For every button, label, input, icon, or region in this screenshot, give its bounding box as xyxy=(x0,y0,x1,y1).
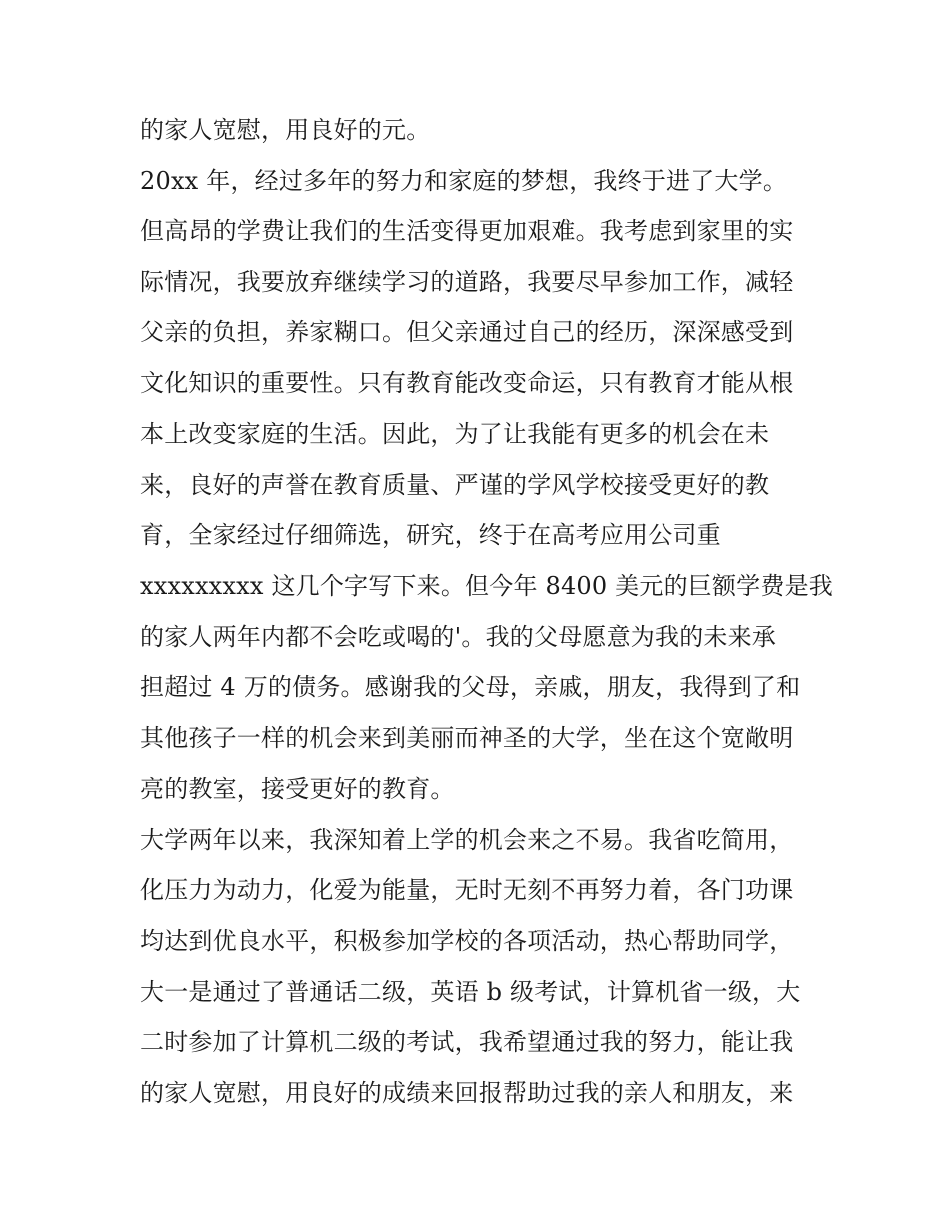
text-line: 但高昂的学费让我们的生活变得更加艰难。我考虑到家里的实 xyxy=(140,217,794,245)
text-line: 的家人宽慰，用良好的元。 xyxy=(140,116,431,144)
text-line: 二时参加了计算机二级的考试，我希望通过我的努力，能让我 xyxy=(140,1028,794,1056)
text-line: 化压力为动力，化爱为能量，无时无刻不再努力着，各门功课 xyxy=(140,876,794,904)
text-line: 大学两年以来，我深知着上学的机会来之不易。我省吃简用， xyxy=(140,826,794,854)
text-line: 亮的教室，接受更好的教育。 xyxy=(140,775,455,803)
text-line: 20xx 年，经过多年的努力和家庭的梦想，我终于进了大学。 xyxy=(140,167,788,195)
text-line: 的家人宽慰，用良好的成绩来回报帮助过我的亲人和朋友，来 xyxy=(140,1079,794,1107)
text-line: 其他孩子一样的机会来到美丽而神圣的大学，坐在这个宽敞明 xyxy=(140,724,794,752)
text-line: 本上改变家庭的生活。因此，为了让我能有更多的机会在未 xyxy=(140,420,770,448)
text-line: 际情况，我要放弃继续学习的道路，我要尽早参加工作，减轻 xyxy=(140,268,794,296)
text-line: 来，良好的声誉在教育质量、严谨的学风学校接受更好的教 xyxy=(140,471,770,499)
text-line: xxxxxxxxx 这几个字写下来。但今年 8400 美元的巨额学费是我 xyxy=(140,572,833,600)
text-line: 父亲的负担，养家糊口。但父亲通过自己的经历，深深感受到 xyxy=(140,318,794,346)
text-line: 文化知识的重要性。只有教育能改变命运，只有教育才能从根 xyxy=(140,369,794,397)
text-line: 大一是通过了普通话二级，英语 b 级考试，计算机省一级，大 xyxy=(140,978,801,1006)
text-line: 育，全家经过仔细筛选，研究，终于在高考应用公司重 xyxy=(140,521,721,549)
text-line: 担超过 4 万的债务。感谢我的父母，亲戚，朋友，我得到了和 xyxy=(140,673,801,701)
text-line: 的家人两年内都不会吃或喝的'。我的父母愿意为我的未来承 xyxy=(140,623,776,651)
text-line: 均达到优良水平，积极参加学校的各项活动，热心帮助同学， xyxy=(140,927,794,955)
